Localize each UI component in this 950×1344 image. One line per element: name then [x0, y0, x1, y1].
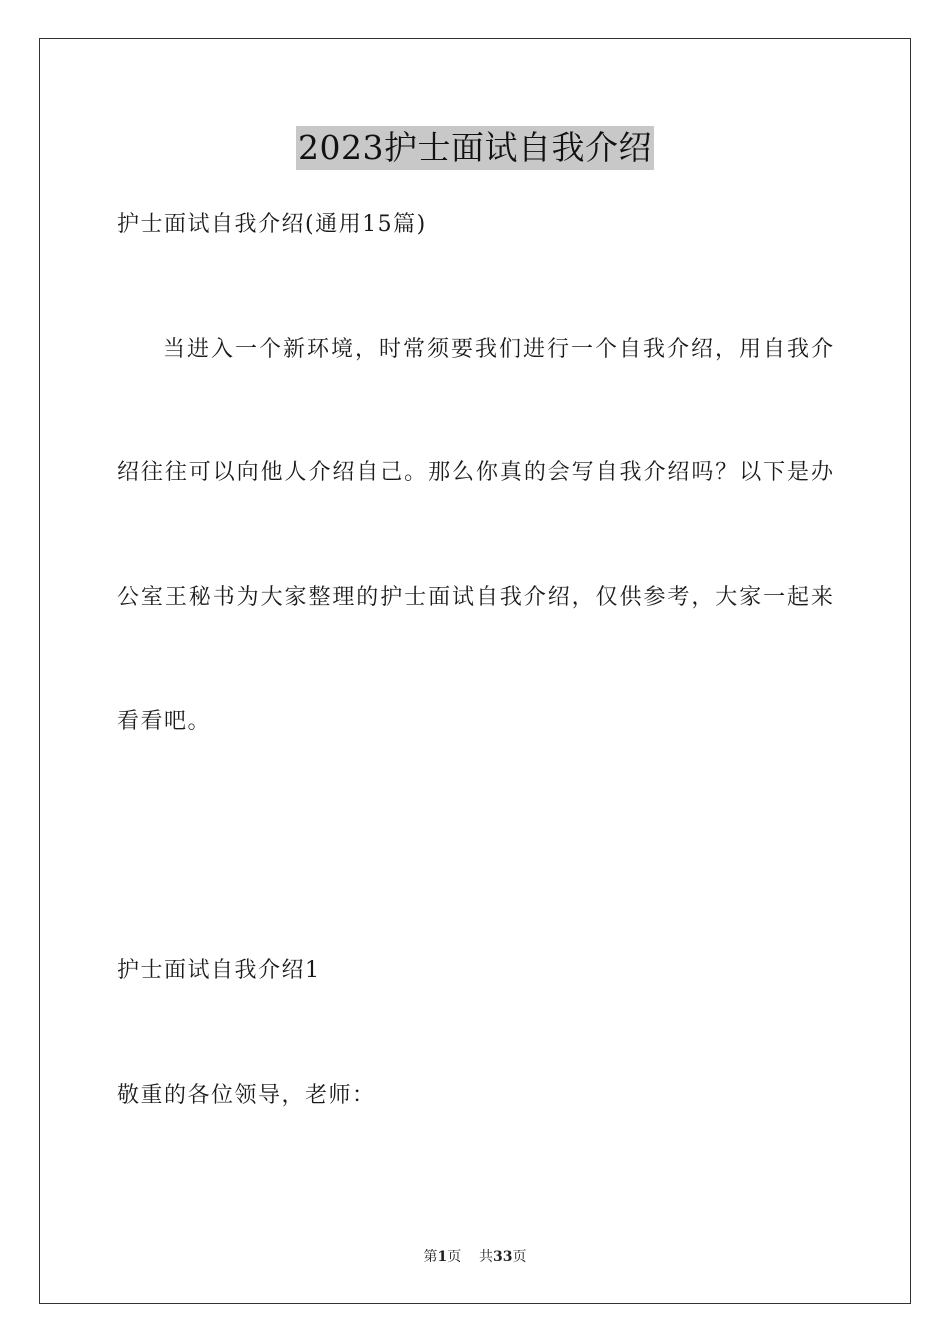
document-title: 2023护士面试自我介绍 — [296, 126, 654, 170]
footer-total-suffix: 页 — [512, 1249, 527, 1265]
intro-paragraph-line-4: 看看吧。 — [117, 709, 212, 734]
greeting-line: 敬重的各位领导，老师： — [117, 1083, 376, 1108]
footer-page-number: 1 — [437, 1249, 448, 1265]
footer-page-prefix: 第 — [423, 1249, 438, 1265]
document-subtitle: 护士面试自我介绍(通用15篇) — [117, 212, 427, 237]
footer-total-prefix: 共 — [479, 1249, 494, 1265]
intro-paragraph-line-1: 当进入一个新环境，时常须要我们进行一个自我介绍，用自我介 — [163, 337, 833, 362]
section-heading: 护士面试自我介绍1 — [117, 958, 321, 983]
intro-paragraph-line-2: 绍往往可以向他人介绍自己。那么你真的会写自我介绍吗？以下是办 — [117, 460, 833, 485]
page-footer — [0, 1248, 950, 1266]
footer-total-pages: 33 — [493, 1249, 513, 1265]
title-container — [0, 126, 950, 170]
intro-paragraph-line-3: 公室王秘书为大家整理的护士面试自我介绍，仅供参考，大家一起来 — [117, 585, 833, 610]
footer-page-suffix: 页 — [447, 1249, 462, 1265]
